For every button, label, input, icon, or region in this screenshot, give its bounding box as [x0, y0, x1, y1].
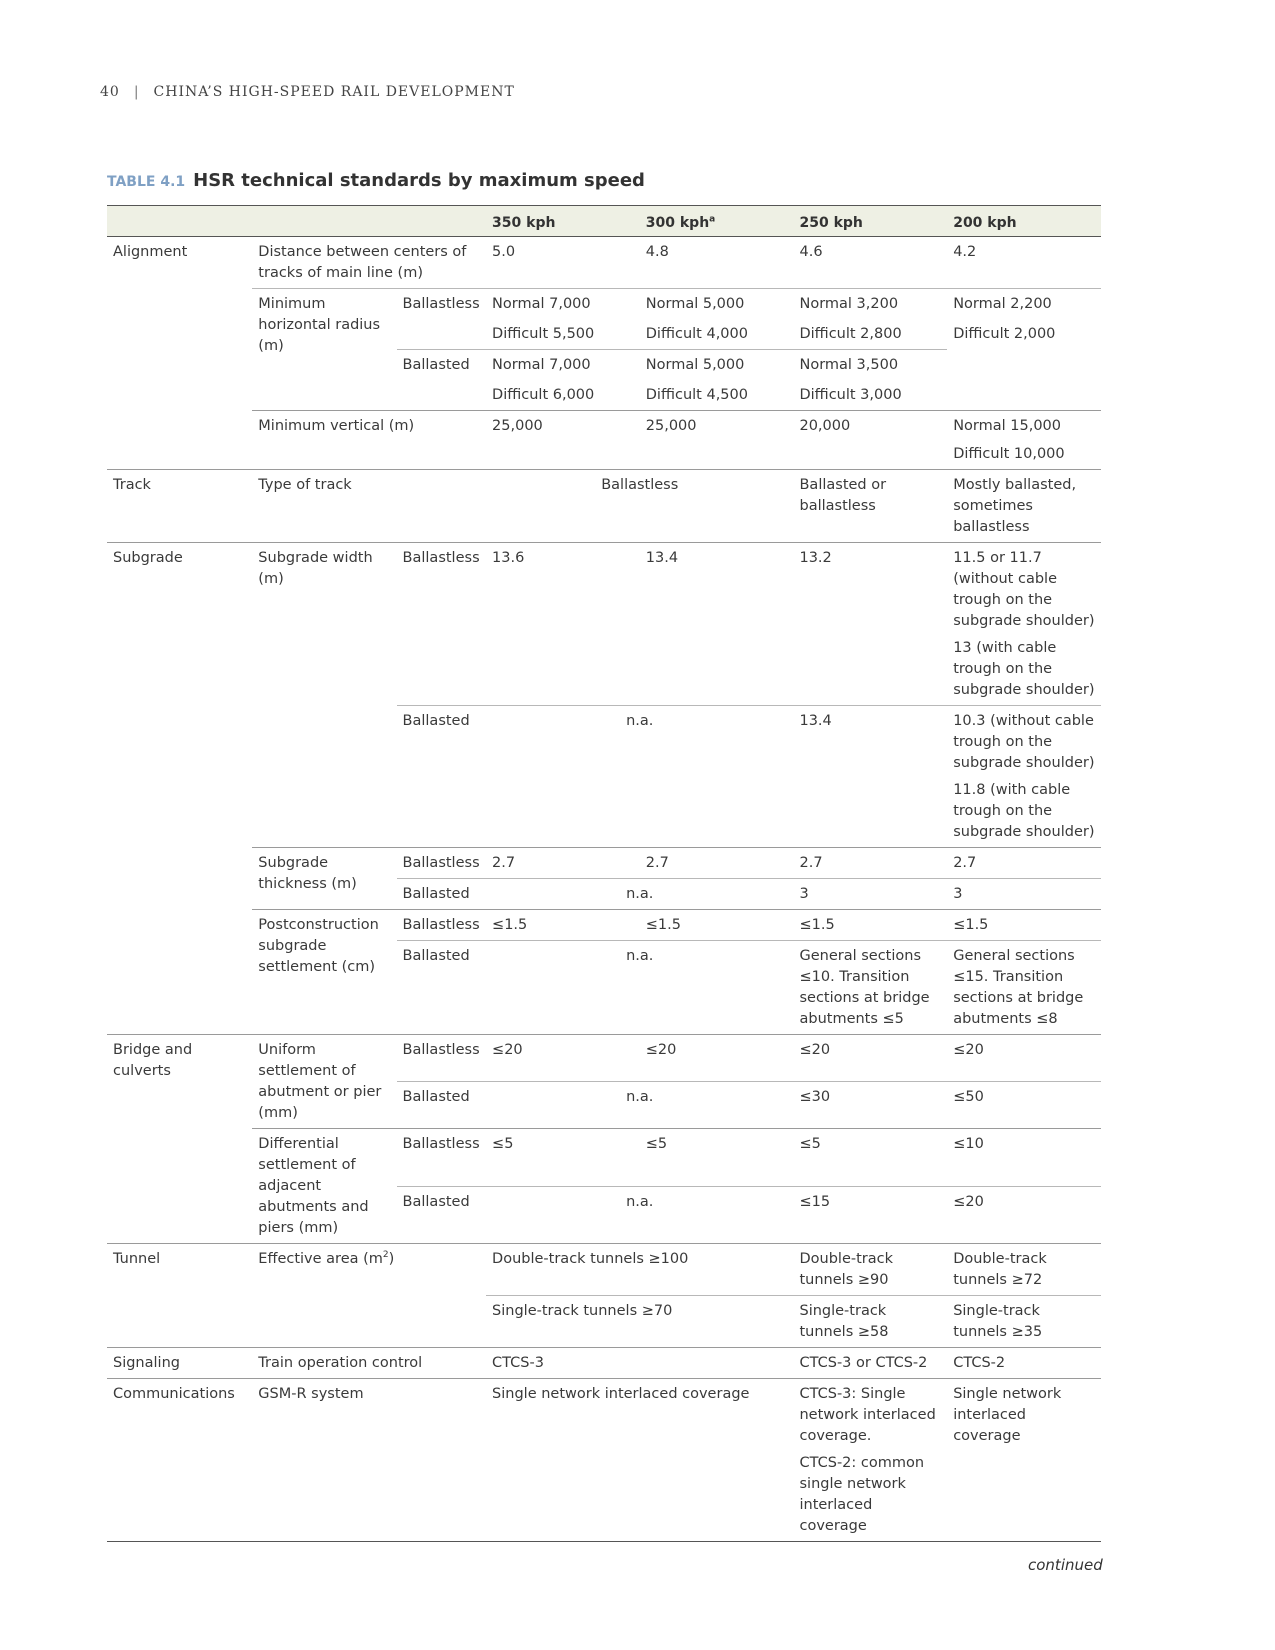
- table-label: TABLE 4.1: [107, 174, 186, 190]
- footnote-marker: a: [709, 214, 716, 225]
- book-title: CHINA’S HIGH-SPEED RAIL DEVELOPMENT: [153, 84, 515, 100]
- group-subgrade: Subgrade: [107, 543, 252, 1035]
- table-row: Single-track tunnels ≥70 Single-track tunnels ≥58 Single-track tunnels ≥35: [107, 1296, 1101, 1348]
- running-head: [100, 84, 515, 100]
- row-label: GSM-R system: [252, 1379, 486, 1542]
- row-label: Subgrade thickness (m): [252, 848, 396, 910]
- header-separator: |: [133, 84, 140, 100]
- row-label: Differential settlement of adjacent abutments and piers (mm): [252, 1129, 396, 1244]
- col-header-300: 300 kph$^a$: [640, 206, 794, 237]
- row-label: Train operation control: [252, 1348, 486, 1379]
- group-signaling: Signaling: [107, 1348, 252, 1379]
- table-row: Minimum horizontal radius (m) Ballastless Normal 7,000 Normal 5,000 Normal 3,200 Normal 2,200: [107, 289, 1101, 320]
- group-alignment: Alignment: [107, 237, 252, 470]
- table-row: Subgrade Subgrade width (m) Ballastless 13.6 13.4 13.2 11.5 or 11.7 (without cable trough on the subgrade shoulder) 13 (with cable trough on the subgrade shoulder): [107, 543, 1101, 706]
- page-number: 40: [100, 84, 120, 100]
- row-label: Effective area $(m^2)$: [252, 1244, 486, 1348]
- table-row: Ballasted n.a. ≤30 ≤50: [107, 1082, 1101, 1129]
- table-row: Difficult 5,500 Difficult 4,000 Difficult 2,800 Difficult 2,000: [107, 319, 1101, 350]
- row-label: Minimum horizontal radius (m): [252, 289, 396, 411]
- table-row: Bridge and culverts Uniform settlement of abutment or pier (mm) Ballastless ≤20 ≤20 ≤20 ≤20: [107, 1035, 1101, 1082]
- group-communications: Communications: [107, 1379, 252, 1542]
- row-label: Type of track: [252, 470, 486, 543]
- table-caption: [107, 170, 645, 191]
- continued-note: continued: [1028, 1556, 1103, 1574]
- row-label: Distance between centers of tracks of main line (m): [252, 237, 486, 289]
- row-label: Uniform settlement of abutment or pier (mm): [252, 1035, 396, 1129]
- table-row: Signaling Train operation control CTCS-3 CTCS-3 or CTCS-2 CTCS-2: [107, 1348, 1101, 1379]
- table-row: Ballasted n.a. ≤15 ≤20: [107, 1186, 1101, 1244]
- row-label: Minimum vertical (m): [252, 411, 486, 470]
- col-header-350: 350 kph: [486, 206, 640, 237]
- table-row: Postconstruction subgrade settlement (cm) Ballastless ≤1.5 ≤1.5 ≤1.5 ≤1.5: [107, 910, 1101, 941]
- group-bridge: Bridge and culverts: [107, 1035, 252, 1244]
- row-label: Subgrade width (m): [252, 543, 396, 848]
- table-row: Subgrade thickness (m) Ballastless 2.7 2.7 2.7 2.7: [107, 848, 1101, 879]
- col-header-200: 200 kph: [947, 206, 1101, 237]
- header-row: [107, 206, 1101, 237]
- table-row: Ballasted n.a. General sections ≤10. Transition sections at bridge abutments ≤5 General sections ≤15. Transition sections at bridge abutments ≤8: [107, 941, 1101, 1035]
- row-label: Postconstruction subgrade settlement (cm): [252, 910, 396, 1035]
- table-row: Tunnel Effective area $(m^2)$ Double-track tunnels ≥100 Double-track tunnels ≥90 Double-track tunnels ≥72: [107, 1244, 1101, 1296]
- table-row: Minimum vertical (m) 25,000 25,000 20,000 Normal 15,000 Difficult 10,000: [107, 411, 1101, 470]
- group-track: Track: [107, 470, 252, 543]
- table-row: Ballasted Normal 7,000 Normal 5,000 Normal 3,500: [107, 350, 1101, 381]
- table-title: HSR technical standards by maximum speed: [193, 170, 645, 191]
- table-row: Alignment Distance between centers of tracks of main line (m) 5.0 4.8 4.6 4.2: [107, 237, 1101, 289]
- group-tunnel: Tunnel: [107, 1244, 252, 1348]
- table-row: Differential settlement of adjacent abutments and piers (mm) Ballastless ≤5 ≤5 ≤5 ≤10: [107, 1129, 1101, 1187]
- table-row: Track Type of track Ballastless Ballasted or ballastless Mostly ballasted, sometimes ballastless: [107, 470, 1101, 543]
- table-row: Ballasted n.a. 13.4 10.3 (without cable trough on the subgrade shoulder) 11.8 (with cable trough on the subgrade shoulder): [107, 706, 1101, 848]
- table-row: Difficult 6,000 Difficult 4,500 Difficult 3,000: [107, 380, 1101, 411]
- standards-table: [107, 205, 1101, 1542]
- col-header-250: 250 kph: [793, 206, 947, 237]
- table-row: Communications GSM-R system Single network interlaced coverage CTCS-3: Single network interlaced coverage. CTCS-2: common single network interlaced coverage Single network interlaced coverage: [107, 1379, 1101, 1542]
- table-row: Ballasted n.a. 3 3: [107, 879, 1101, 910]
